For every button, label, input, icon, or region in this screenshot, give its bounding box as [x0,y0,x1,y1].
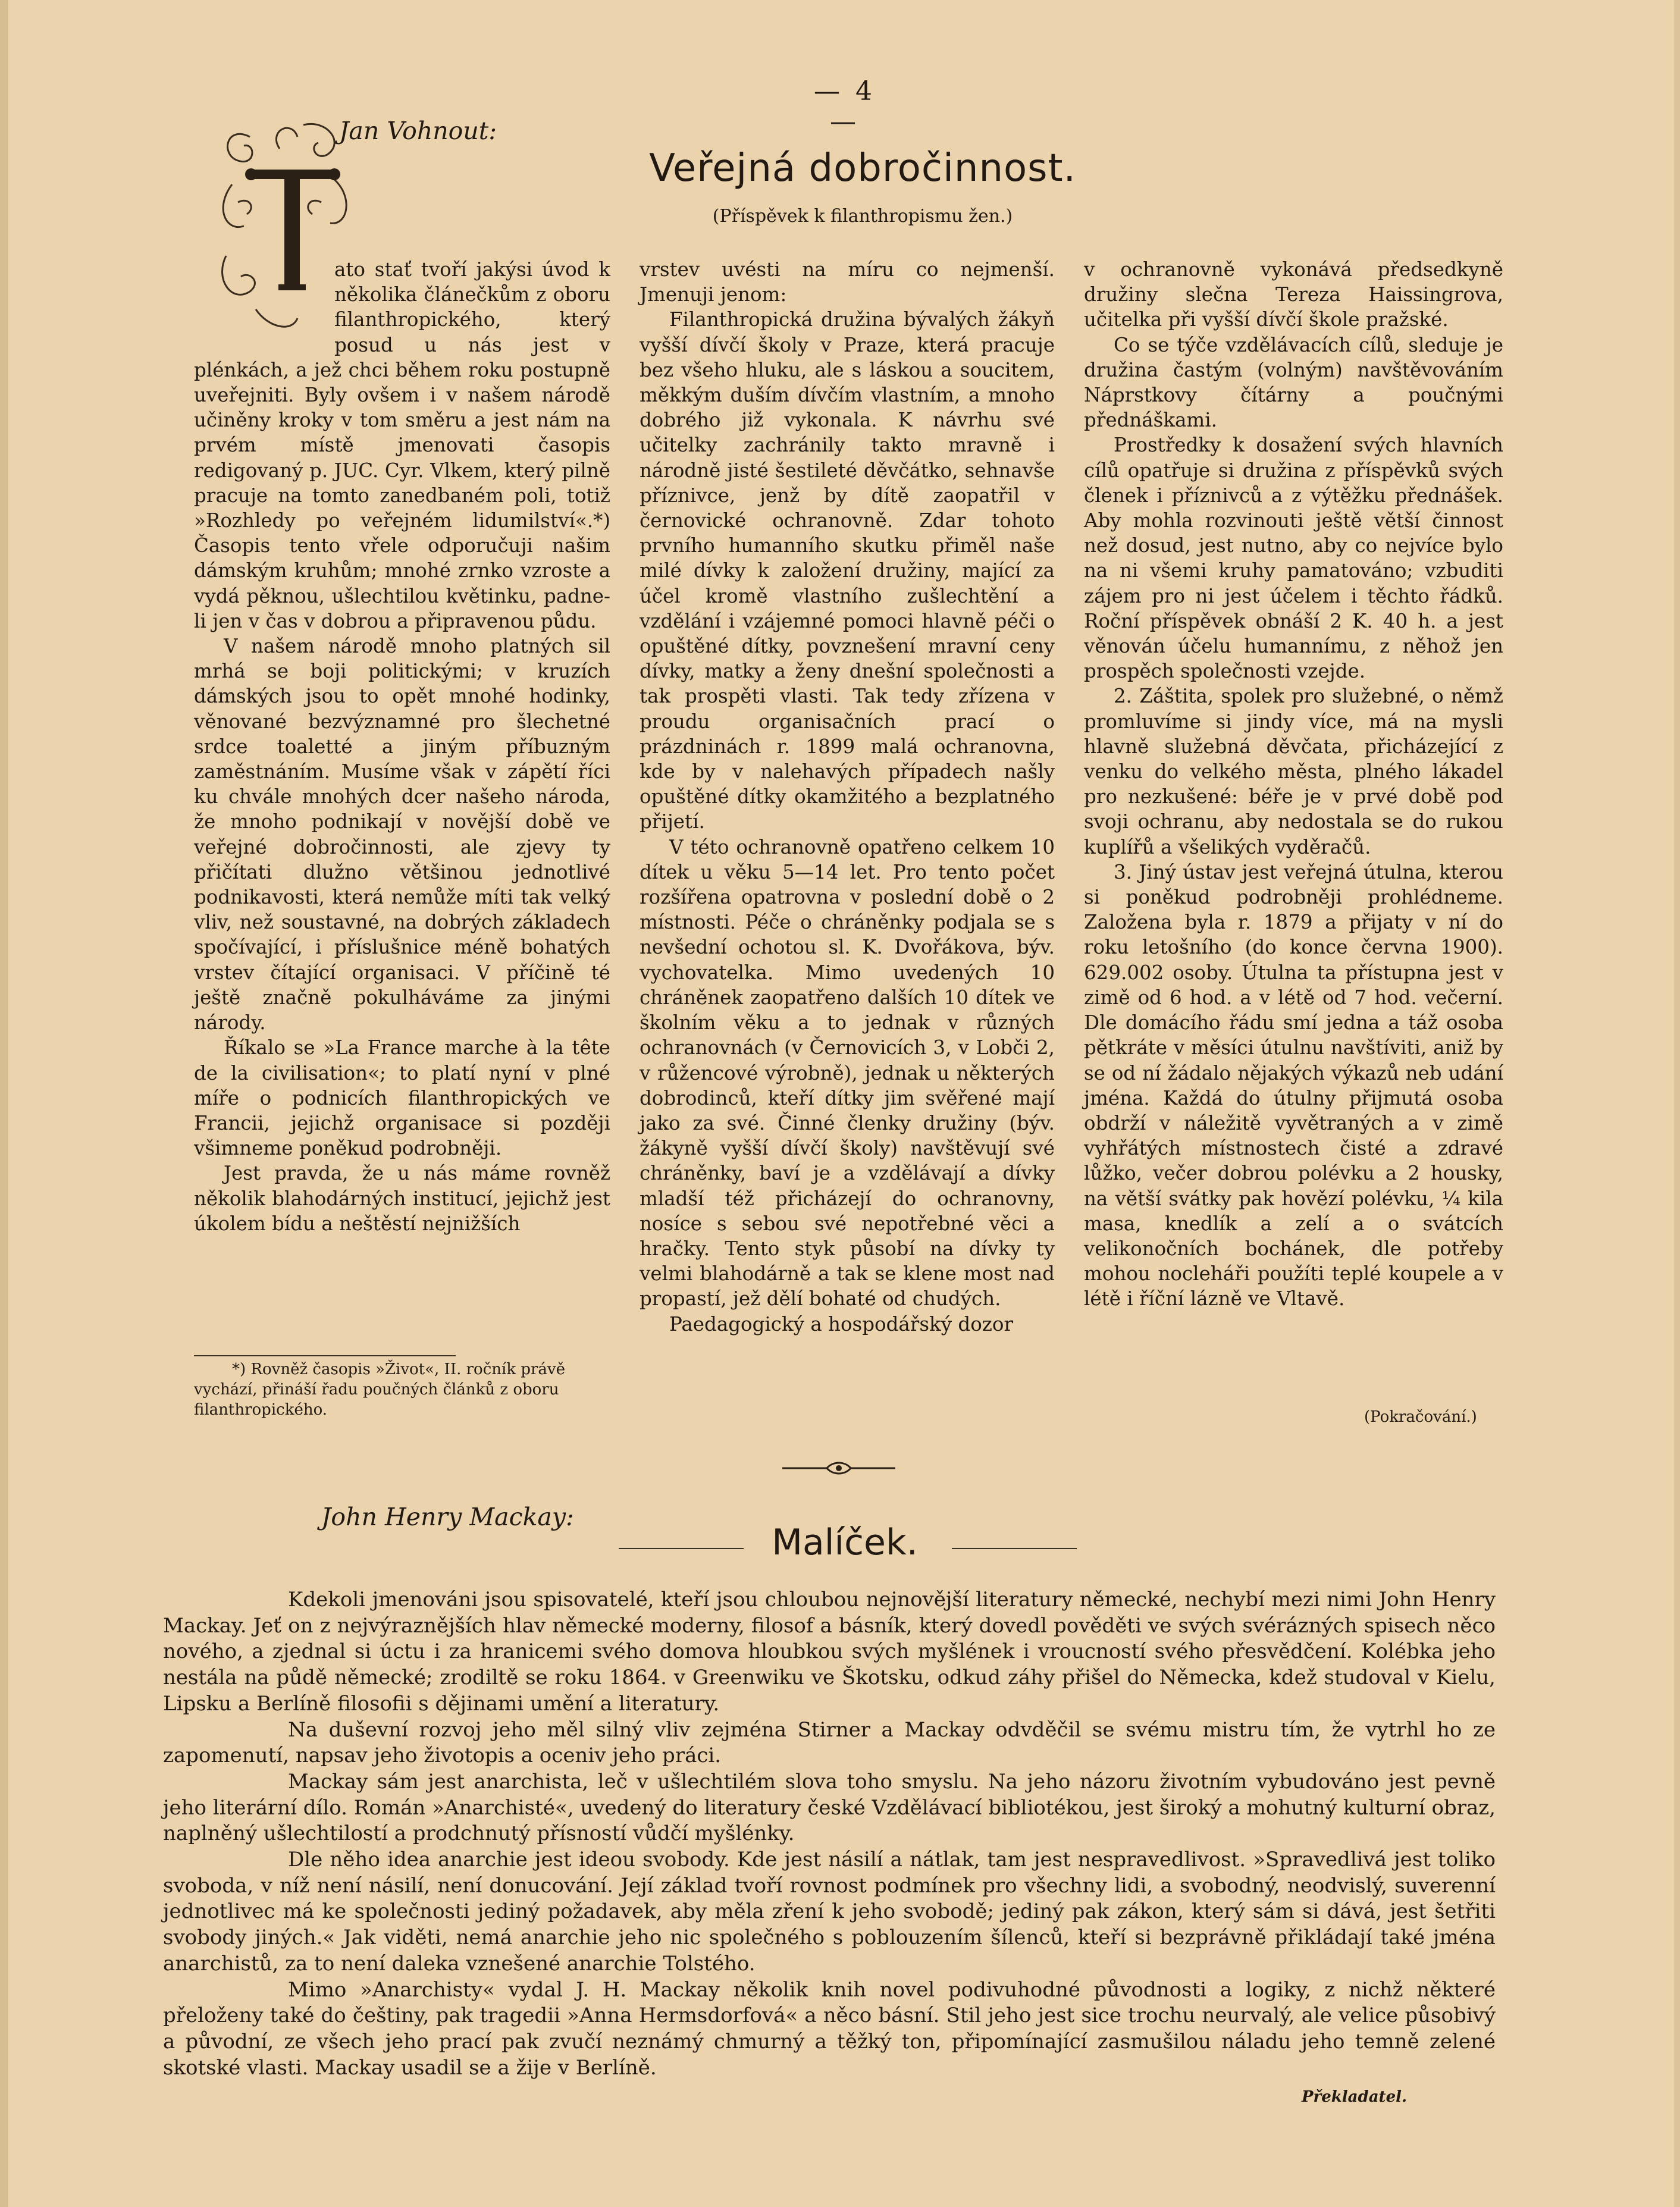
article1-column-1 [194,257,610,1236]
footnote [194,1359,610,1420]
paragraph: V této ochranovně opatřeno celkem 10 dítek u věku 5—14 let. Pro tento počet rozšířena opatrovna v poslední době o 2 místnosti. Péče o chráněnky podjala se s nevšední ochotou sl. K. Dvořákova, býv. vychovatelka. Mimo uvedených 10 chráněnek zaopatřeno dalších 10 dítek ve školním věku a to jednak v různých ochranovnách (v Černovicích 3, v Lobči 2, v růžencové výrobně), jednak u některých dobrodinců, kteří dítky jim svěřené mají jako za své. Činné členky družiny (býv. žákyně vyšší dívčí školy) navštěvují své chráněnky, baví je a vzdělávají a dívky mladší též přicházejí do ochranovny, nosíce s sebou své nepotřebné věci a hračky. Tento styk působí na dívky ty velmi blahodárně a tak se klene most nad propastí, jež dělí bohaté od chudých. [640,835,1055,1311]
paragraph: 3. Jiný ústav jest veřejná útulna, kterou si poněkud podrobněji prohlédneme. Založena byla r. 1879 a přijaty v ní do roku letošního (do konce června 1900). 629.002 osoby. Útulna ta přístupna jest v zimě od 6 hod. a v létě od 7 hod. večerní. Dle domácího řádu smí jedna a táž osoba pětkráte v měsíci útulnu navštíviti, aniž by se od ní žádalo nějakých výkazů neb udání jména. Každá do útulny přijmutá osoba obdrží v náležitě vyvětraných a v zimě vyhřátých místnostech čisté a zdravé lůžko, večer dobrou polévku a 2 housky, na větší svátky pak hovězí polévku, ¼ kila masa, knedlík a zelí a o svátcích velikonočních bochánek, dle potřeby mohou nocleháři použíti teplé koupele a v létě i říční lázně ve Vltavě. [1084,860,1503,1311]
paragraph: v ochranovně vykonává předsedkyně družiny slečna Tereza Haissingrova, učitelka při vyšší dívčí škole pražské. [1084,258,1503,331]
paragraph: Dle něho idea anarchie jest ideou svobody. Kde jest násilí a nátlak, tam jest nespravedlivost. »Spravedlivá jest toliko svoboda, v níž není násilí, není donucování. Její základ tvoří rovnost podmínek pro všechny lidi, a svobodný, neodvislý, suverenní jednotlivec má ke společnosti jediný požadavek, aby měla zření k jeho svobodě; jediný pak zákon, který sám si dává, jest šetřiti svobody jiných.« Jak viděti, nemá anarchie jeho nic společného s poblouzením šílenců, kteří si bezprávně přikládají také jména anarchistů, za to není daleka vznešené anarchie Tolstého. [163,1848,1496,1976]
footnote-text: *) Rovněž časopis »Život«, II. ročník právě vychází, přináší řadu poučných článků z oboru filanthropického. [194,1360,566,1419]
paragraph: Prostředky k dosažení svých hlavních cílů opatřuje si družina z příspěvků svých členek i příznivců a z výtěžku přednášek. Aby mohla rozvinouti ještě větší činnost než dosud, jest nutno, aby co nejvíce bylo na ni všemi kruhy pamatováno; vzbuditi zájem pro ni jest účelem i těchto řádků. Roční příspěvek obnáší 2 K. 40 h. a jest věnován účelu humannímu, z něhož jen prospěch společnosti vzejde. [1084,434,1503,683]
article2-title: Malíček. [772,1522,918,1563]
footnote-rule [194,1355,456,1356]
translator-signature: Překladatel. [1302,2088,1408,2106]
paragraph: Jest pravda, že u nás máme rovněž několik blahodárných institucí, jejichž jest úkolem bídu a neštěstí nejnižších [194,1162,610,1235]
divider-ornament [779,1456,898,1480]
paragraph: ato stať tvoří jakýsi úvod k několika článečkům z oboru filanthropického, který posud u nás jest v plénkách, a jež chci během roku postupně uveřejniti. Byly ovšem i v našem národě učiněny kroky v tom směru a jest nám na prvém místě jmenovati časopis redigovaný p. JUC. Cyr. Vlkem, který pilně pracuje na tomto zanedbaném poli, totiž »Rozhledy po veřejném lidumilství«.*) Časopis tento vřele odporučuji našim dámským kruhům; mnohé zrnko vzroste a vydá pěknou, ušlechtilou květinku, padne-li jen v čas v dobrou a připravenou půdu. [194,258,610,632]
paragraph: Co se týče vzdělávacích cílů, sleduje je družina častým (volným) navštěvováním Náprstkovy čítárny a poučnými přednáškami. [1084,333,1503,432]
page-number: — 4 — [814,76,876,137]
article1-title: Veřejná dobročinnost. [649,146,1076,190]
paragraph: Paedagogický a hospodářský dozor [669,1312,1013,1336]
paragraph: Mimo »Anarchisty« vydal J. H. Mackay několik knih novel podivuhodné původnosti a logiky, z nichž některé přeloženy také do češtiny, pak tragedii »Anna Hermsdorfová« a něco básní. Stil jeho jest sice trochu neurvalý, ale velice působivý a původní, ze všech jeho prací pak zvučí neznámý chmurný a těžký ton, připomínající zasmušilou náladu jeho temně zelené skotské vlasti. Mackay usadil se a žije v Berlíně. [163,1977,1496,2080]
paragraph: Filanthropická družina bývalých žákyň vyšší dívčí školy v Praze, která pracuje bez všeho hluku, ale s láskou a soucitem, měkkým duším dívčím vlastním, a mnoho dobrého již vykonala. K návrhu své učitelky zachránily takto mravně i národně jisté šestileté děvčátko, sehnavše příznivce, jenž by dítě zaopatřil v černovické ochranovně. Zdar tohoto prvního humanního skutku přiměl naše milé dívky k založení družiny, mající za účel kromě vlastního zušlechtění a vzdělání i vzájemné pomoci hlavně péči o opuštěné dítky, povznešení mravní ceny dívky, matky a ženy dnešní společnosti a tak prospěti vlasti. Tak tedy zřízena v proudu organisačních prací o prázdninách r. 1899 malá ochranovna, kde by v nalehavých případech našly opuštěné dítky okamžitého a bezplatného přijetí. [640,308,1055,833]
article1-column-2 [640,257,1055,1337]
article1-subtitle: (Příspěvek k filanthropismu žen.) [712,206,1013,227]
paragraph: Na duševní rozvoj jeho měl silný vliv zejména Stirner a Mackay odvděčil se svému mistru tím, že vytrhl ho ze zapomenutí, napsav jeho životopis a oceniv jeho práci. [163,1717,1496,1768]
paragraph: Kdekoli jmenováni jsou spisovatelé, kteří jsou chloubou nejnovější literatury německé, nechybí mezi nimi John Henry Mackay. Jeť on z nejvýraznějších hlav německé moderny, filosof a básník, který dovedl pověděti ve svých svérázných spisech něco nového, a zjednal si úctu i za hranicemi svého domova hloubkou svých myšlének i vroucností svého přesvědčení. Kolébka jeho nestála na půdě německé; zrodiltě se roku 1864. v Greenwiku ve Škotsku, odkud záhy přišel do Německa, kdež studoval v Kielu, Lipsku a Berlíně filosofii s dějinami umění a literatury. [163,1588,1496,1716]
paragraph: V našem národě mnoho platných sil mrhá se boji politickými; v kruzích dámských jsou to opět mnohé hodinky, věnované bezvýznamné pro šlechetné srdce toaletté a jiným příbuzným zaměstnáním. Musíme však v zápětí říci ku chvále mnohých dcer našeho národa, že mnoho podnikají v novější době ve veřejné dobročinnosti, ale zjevy ty přičítati dlužno většinou jednotlivé podnikavosti, která nemůže míti tak velký vliv, než soustavné, na dobrých základech spočívající, i příslušnice méně bohatých vrstev čítající organisaci. V příčině té ještě značně pokulháváme za jinými národy. [194,635,610,1034]
title-rule-right [952,1548,1077,1549]
paragraph: Říkalo se »La France marche à la tête de la civilisation«; to platí nyní v plné míře o podnicích filanthropických ve Francii, jejichž organisace si později všimneme poněkud podrobněji. [194,1036,610,1160]
paragraph: Mackay sám jest anarchista, leč v ušlechtilém slova toho smyslu. Na jeho názoru životním vybudováno jest pevně jeho literární dílo. Román »Anarchisté«, uvedený do literatury české Vzdělávací bibliotékou, jest široký a mohutný kulturní obraz, naplněný ušlechtilostí a prodchnutý přísností vůdčí myšlénky. [163,1769,1496,1846]
article1-author: Jan Vohnout: [339,117,497,145]
paragraph: vrstev uvésti na míru co nejmenší. Jmenuji jenom: [640,258,1055,306]
paragraph: 2. Záštita, spolek pro služebné, o němž promluvíme si jindy více, má na mysli hlavně služebná děvčata, přicházející z venku do velkého města, plného lákadel pro nezkušené: béře je v prvé době pod svoji ochranu, aby nedostala se do rukou kuplířů a všelikých vyděračů. [1084,685,1503,858]
article2-body [163,1587,1496,2081]
initial-space [194,257,334,357]
article1-column-3 [1084,257,1503,1312]
article2-author: John Henry Mackay: [321,1503,574,1531]
continued-note: (Pokračování.) [1364,1408,1477,1426]
